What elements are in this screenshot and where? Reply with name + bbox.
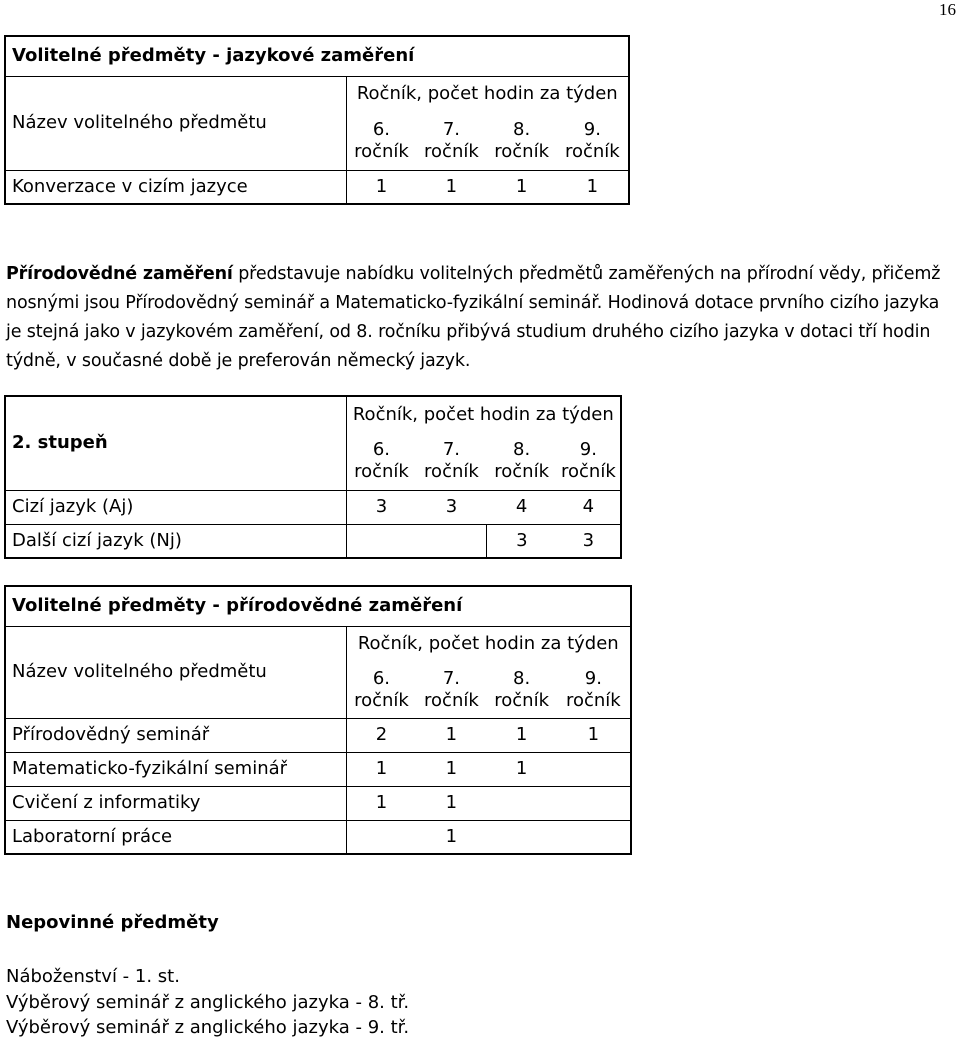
hours-cell: 1 bbox=[445, 175, 458, 197]
subject-name: Laboratorní práce bbox=[12, 825, 173, 847]
hours-cell bbox=[487, 820, 557, 854]
subject-name: Další cizí jazyk (Nj) bbox=[12, 529, 182, 551]
hours-cell: 3 bbox=[582, 529, 595, 551]
list-item: Náboženství - 1. st. bbox=[6, 966, 180, 987]
year-header: 6. ročník bbox=[346, 112, 416, 170]
hours-cell bbox=[557, 820, 631, 854]
table-row bbox=[5, 490, 621, 524]
hours-cell: 4 bbox=[557, 490, 621, 524]
empty-cell bbox=[346, 524, 486, 558]
paragraph-text: představuje nabídku volitelných předmětů zaměřených na přírodní vědy, přičemž nosnými jsou Přírodovědný seminář a Matematicko-fyzikální seminář. Hodinová dotace prvního cizího jazyka je stejná jako v jazykovém zaměření, od 8. ročníku přibývá studium druhého cizího jazyka v dotaci tří hodin týdně, v současné době je preferován německý jazyk. bbox=[6, 264, 941, 371]
optional-subjects-heading: Nepovinné předměty bbox=[6, 912, 219, 933]
table-row bbox=[5, 524, 621, 558]
hours-cell: 4 bbox=[487, 490, 557, 524]
hours-cell: 3 bbox=[516, 529, 528, 551]
year-header: 6. ročník bbox=[346, 432, 416, 490]
year-header: 8. ročník bbox=[487, 112, 557, 170]
hours-cell: 1 bbox=[515, 175, 528, 197]
year-header: 9. ročník bbox=[557, 662, 631, 718]
table-row bbox=[5, 170, 629, 204]
subject-column-header: Název volitelného předmětu bbox=[5, 76, 346, 170]
subject-name: Cvičení z informatiky bbox=[5, 786, 346, 820]
table-row bbox=[5, 820, 631, 854]
hours-cell: 2 bbox=[346, 718, 416, 752]
hours-cell: 1 bbox=[346, 752, 416, 786]
table-row bbox=[5, 718, 631, 752]
table-row bbox=[5, 786, 631, 820]
table-science-electives bbox=[4, 585, 632, 855]
hours-cell: 1 bbox=[487, 718, 557, 752]
hours-cell bbox=[557, 786, 631, 820]
page-number: 16 bbox=[939, 0, 956, 19]
hours-cell: 1 bbox=[445, 825, 458, 847]
list-item: Výběrový seminář z anglického jazyka - 8. tř. bbox=[6, 992, 410, 1013]
hours-cell bbox=[557, 752, 631, 786]
subject-name: Konverzace v cizím jazyce bbox=[12, 175, 248, 197]
table-title: Volitelné předměty - jazykové zaměření bbox=[5, 36, 629, 76]
year-header: 8. ročník bbox=[487, 432, 557, 490]
table-title: Volitelné předměty - přírodovědné zaměření bbox=[5, 586, 631, 626]
hours-cell: 1 bbox=[586, 175, 599, 197]
year-header: 6. ročník bbox=[346, 662, 416, 718]
year-header: 9. ročník bbox=[557, 432, 621, 490]
grade-column-header: Ročník, počet hodin za týden bbox=[346, 76, 629, 112]
year-header: 7. ročník bbox=[416, 662, 486, 718]
description-paragraph bbox=[6, 260, 958, 376]
grade-column-header: Ročník, počet hodin za týden bbox=[346, 626, 631, 662]
hours-cell: 1 bbox=[416, 786, 486, 820]
hours-cell: 1 bbox=[557, 718, 631, 752]
table-row bbox=[5, 752, 631, 786]
grade-column-header: Ročník, počet hodin za týden bbox=[346, 396, 621, 432]
year-header: 7. ročník bbox=[416, 432, 486, 490]
hours-cell: 3 bbox=[416, 490, 486, 524]
list-item: Výběrový seminář z anglického jazyka - 9. tř. bbox=[6, 1017, 410, 1038]
subject-name: Cizí jazyk (Aj) bbox=[5, 490, 346, 524]
subject-name: Matematicko-fyzikální seminář bbox=[5, 752, 346, 786]
table-second-stage bbox=[4, 395, 622, 559]
stage-title: 2. stupeň bbox=[5, 396, 346, 490]
hours-cell: 1 bbox=[487, 752, 557, 786]
hours-cell: 1 bbox=[416, 718, 486, 752]
hours-cell: 1 bbox=[346, 786, 416, 820]
paragraph-lead: Přírodovědné zaměření bbox=[6, 264, 233, 284]
table-language-electives bbox=[4, 35, 630, 205]
year-header: 9. ročník bbox=[557, 112, 629, 170]
year-header: 8. ročník bbox=[487, 662, 557, 718]
hours-cell: 1 bbox=[346, 170, 416, 204]
subject-column-header: Název volitelného předmětu bbox=[5, 626, 346, 718]
hours-cell bbox=[487, 786, 557, 820]
hours-cell: 1 bbox=[416, 752, 486, 786]
hours-cell: 3 bbox=[346, 490, 416, 524]
hours-cell bbox=[346, 820, 416, 854]
year-header: 7. ročník bbox=[416, 112, 486, 170]
subject-name: Přírodovědný seminář bbox=[5, 718, 346, 752]
